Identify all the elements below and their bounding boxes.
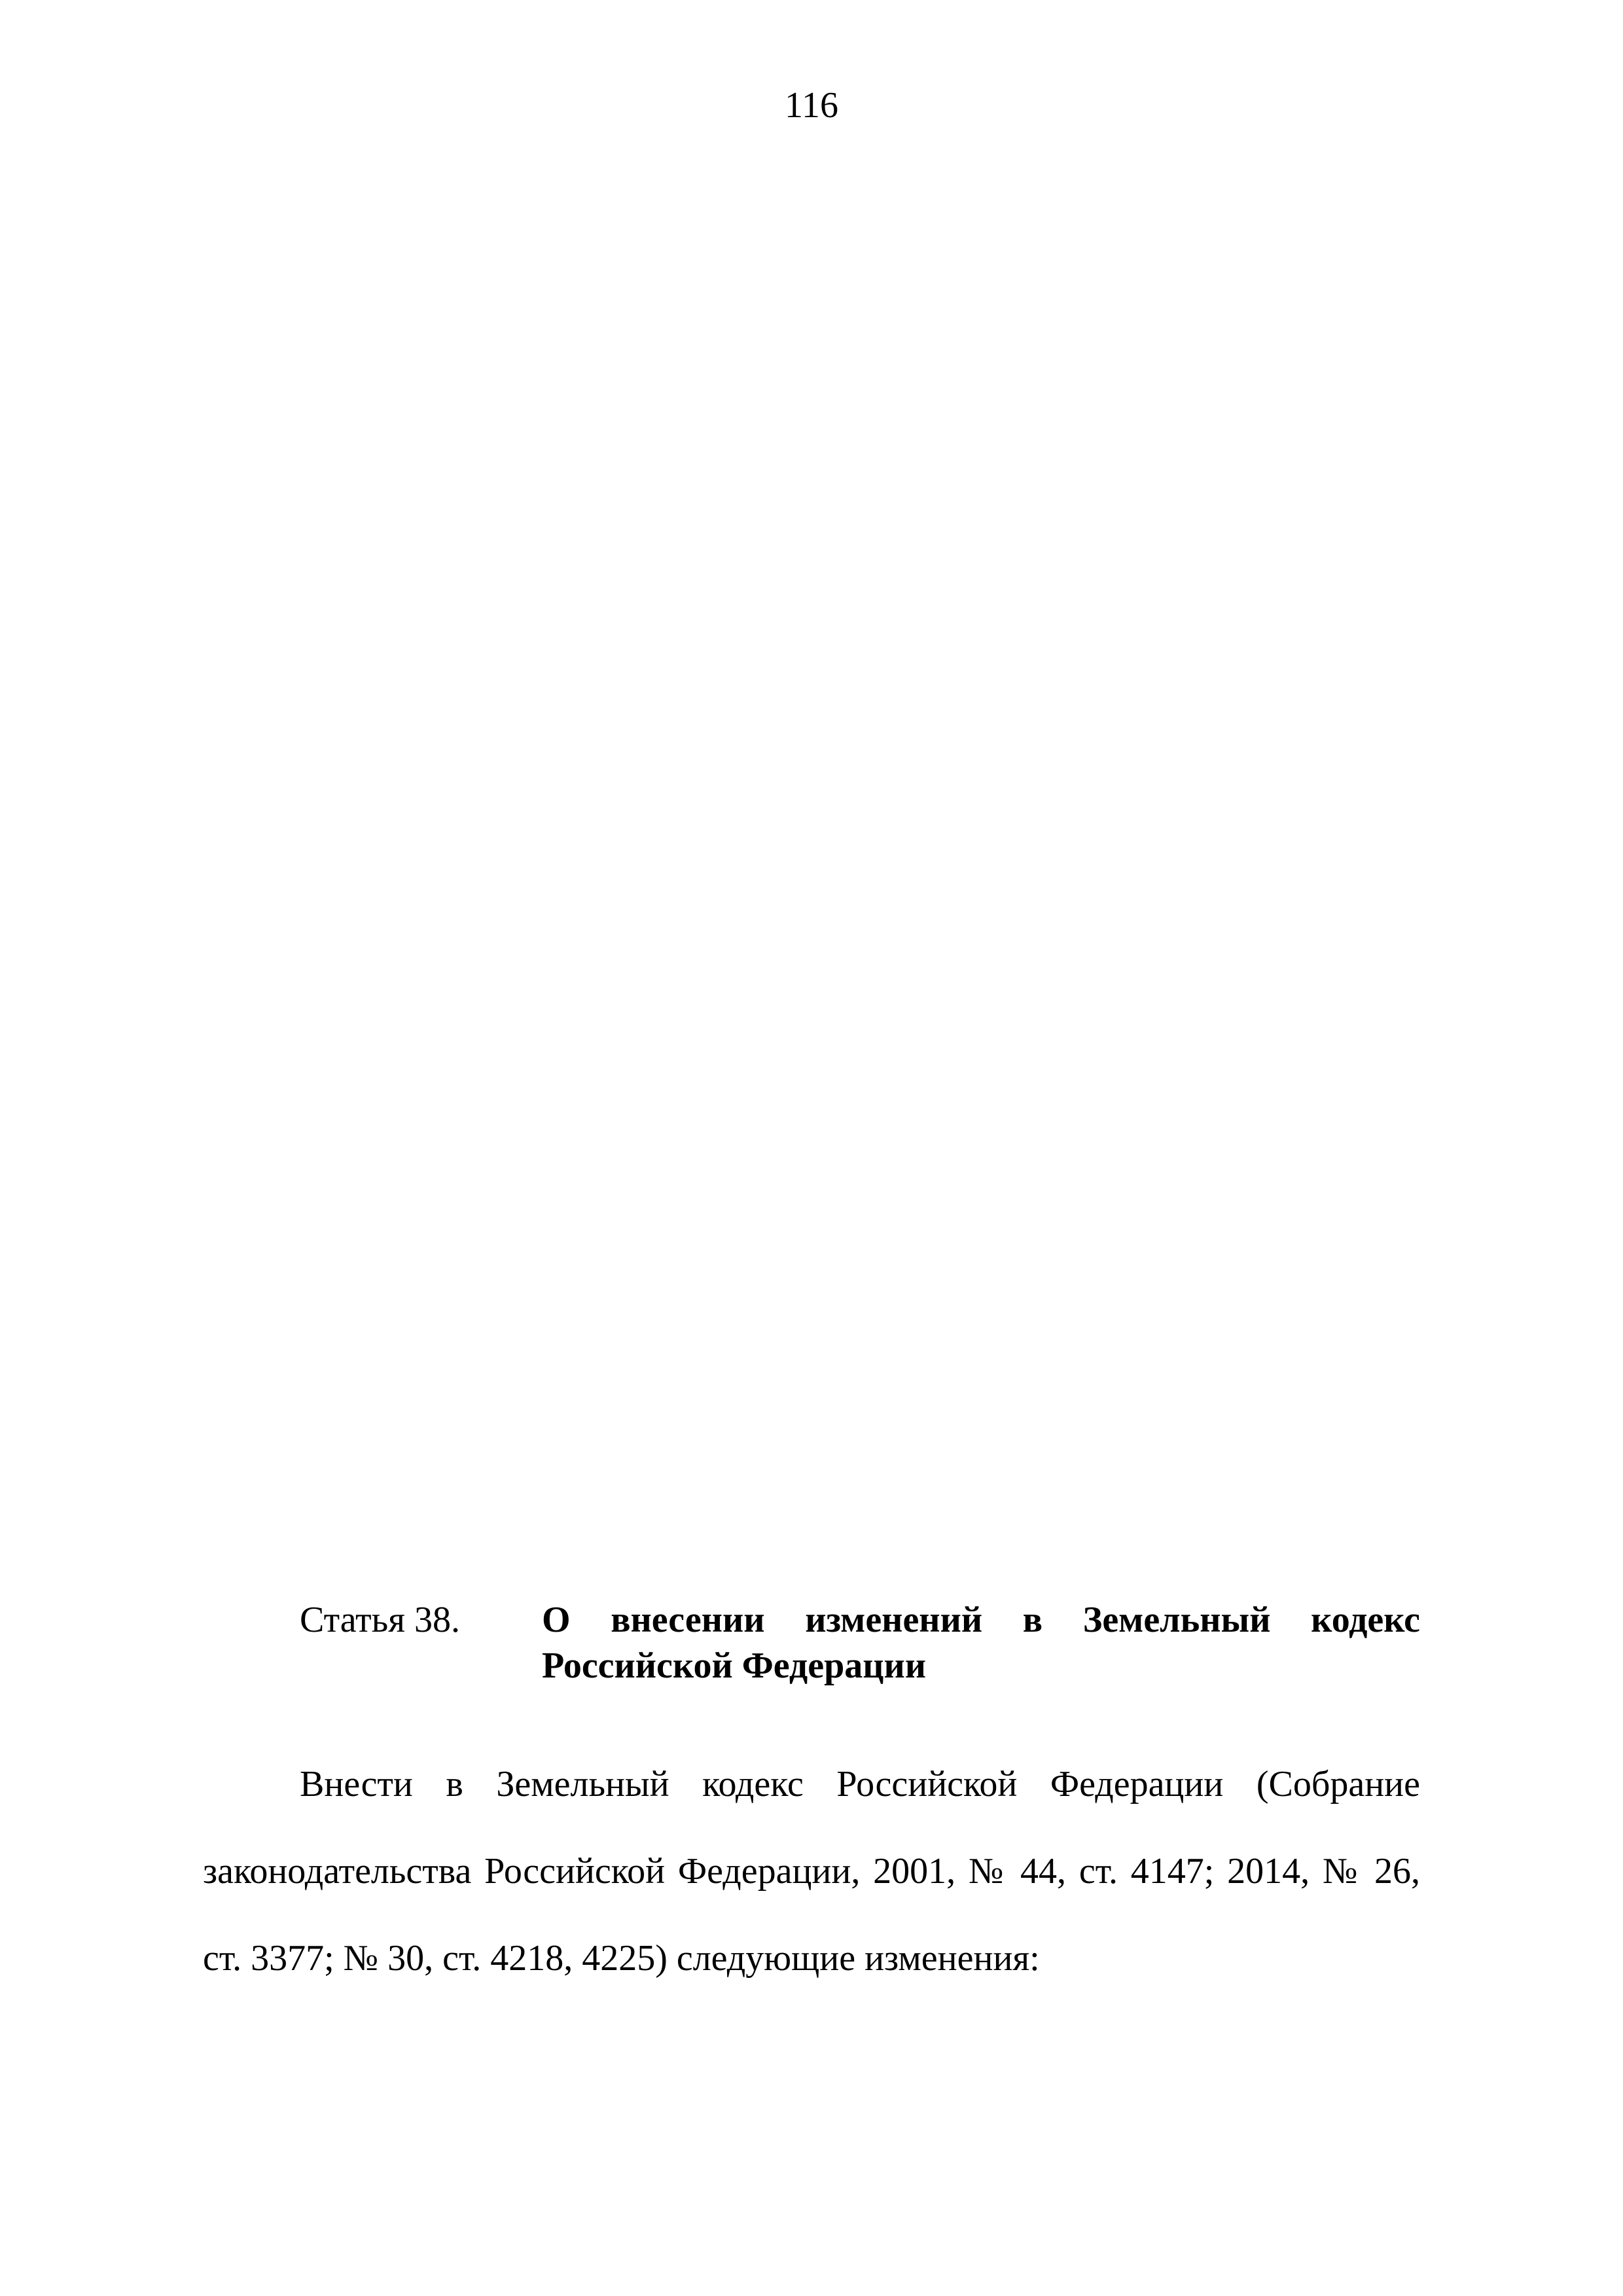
article-heading (300, 1597, 1420, 1689)
body-line-3: ст. 3377; № 30, ст. 4218, 4225) следующие изменения: (203, 1938, 1040, 1979)
page-number: 116 (785, 85, 838, 126)
body-line-1: Внести в Земельный кодекс Российской Федерации (Собрание (300, 1764, 1420, 1804)
article-label: Статья 38. (300, 1600, 460, 1640)
article-body (203, 1741, 1420, 2002)
article-title-line-1: О внесении изменений в Земельный кодекс (542, 1600, 1420, 1640)
article-title (542, 1597, 1420, 1689)
article-title-line-2: Российской Федерации (542, 1645, 927, 1686)
body-line-2: законодательства Российской Федерации, 2001, № 44, ст. 4147; 2014, № 26, (203, 1851, 1420, 1892)
